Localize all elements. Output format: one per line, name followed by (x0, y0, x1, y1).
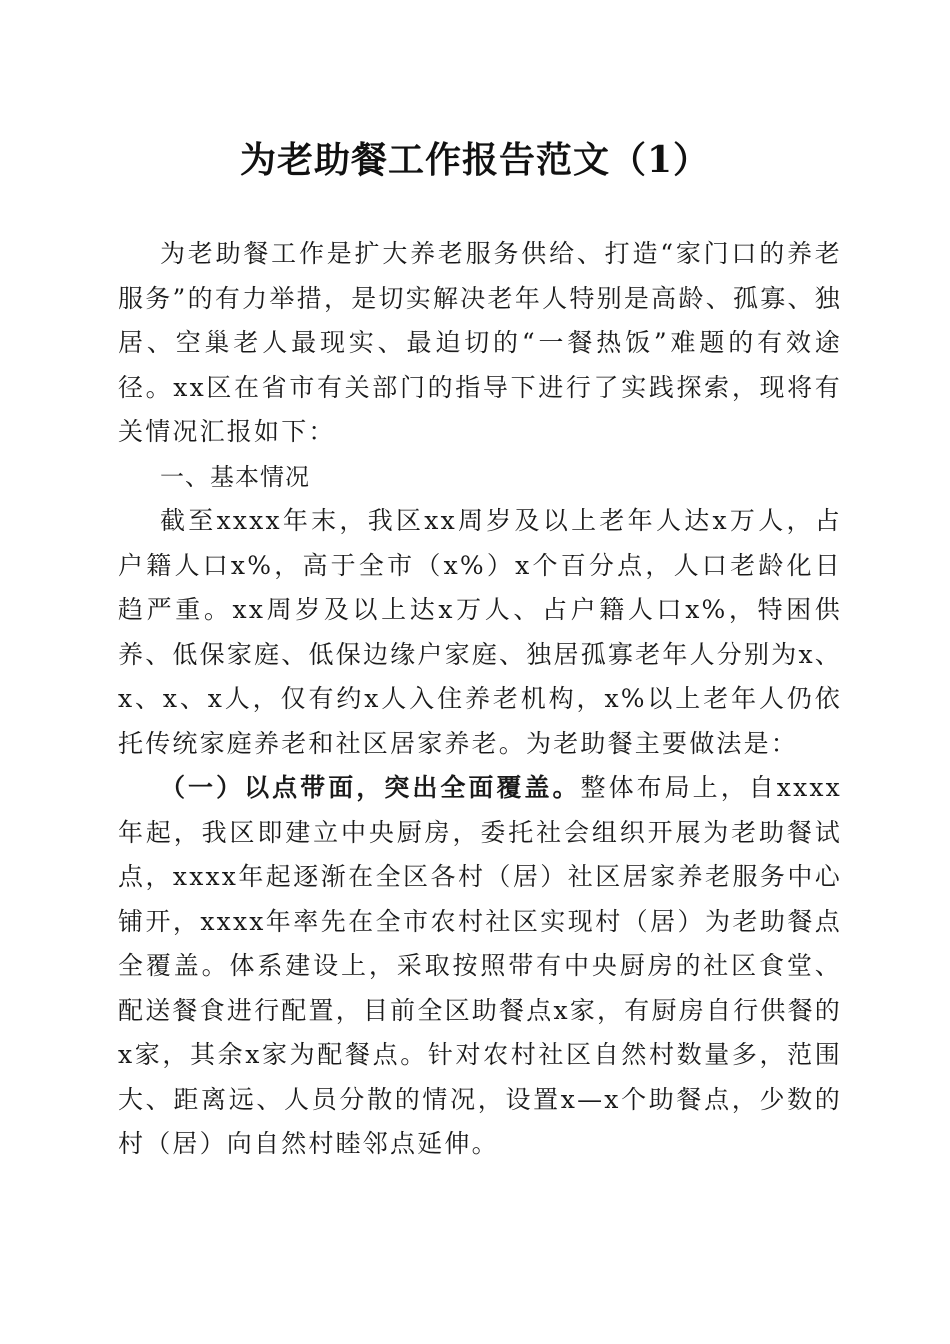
subsection-1-lead: （一）以点带面，突出全面覆盖。 (160, 773, 581, 802)
intro-paragraph: 为老助餐工作是扩大养老服务供给、打造“家门口的养老服务”的有力举措，是切实解决老年人特别是高龄、孤寡、独居、空巢老人最现实、最迫切的“一餐热饭”难题的有效途径。xx区在省市有关部门的指导下进行了实践探索，现将有关情况汇报如下： (118, 239, 842, 446)
section-heading-basic-situation: 一、基本情况 (160, 462, 310, 491)
document-title: 为老助餐工作报告范文（1） (239, 139, 711, 181)
basic-situation-paragraph: 截至xxxx年末，我区xx周岁及以上老年人达x万人，占户籍人口x%，高于全市（x%）x个百分点，人口老龄化日趋严重。xx周岁及以上达x万人、占户籍人口x%，特困供养、低保家庭、低保边缘户家庭、独居孤寡老年人分别为x、x、x、x人，仅有约x人入住养老机构，x%以上老年人仍依托传统家庭养老和社区居家养老。为老助餐主要做法是： (118, 506, 842, 758)
subsection-1-body: 整体布局上，自xxxx年起，我区即建立中央厨房，委托社会组织开展为老助餐试点，xxxx年起逐渐在全区各村（居）社区居家养老服务中心铺开，xxxx年率先在全市农村社区实现村（居）为老助餐点全覆盖。体系建设上，采取按照带有中央厨房的社区食堂、配送餐食进行配置，目前全区助餐点x家，有厨房自行供餐的x家，其余x家为配餐点。针对农村社区自然村数量多，范围大、距离远、人员分散的情况，设置x—x个助餐点，少数的村（居）向自然村睦邻点延伸。 (118, 773, 842, 1158)
subsection-1-paragraph (118, 766, 842, 1167)
document-body (118, 232, 842, 1167)
